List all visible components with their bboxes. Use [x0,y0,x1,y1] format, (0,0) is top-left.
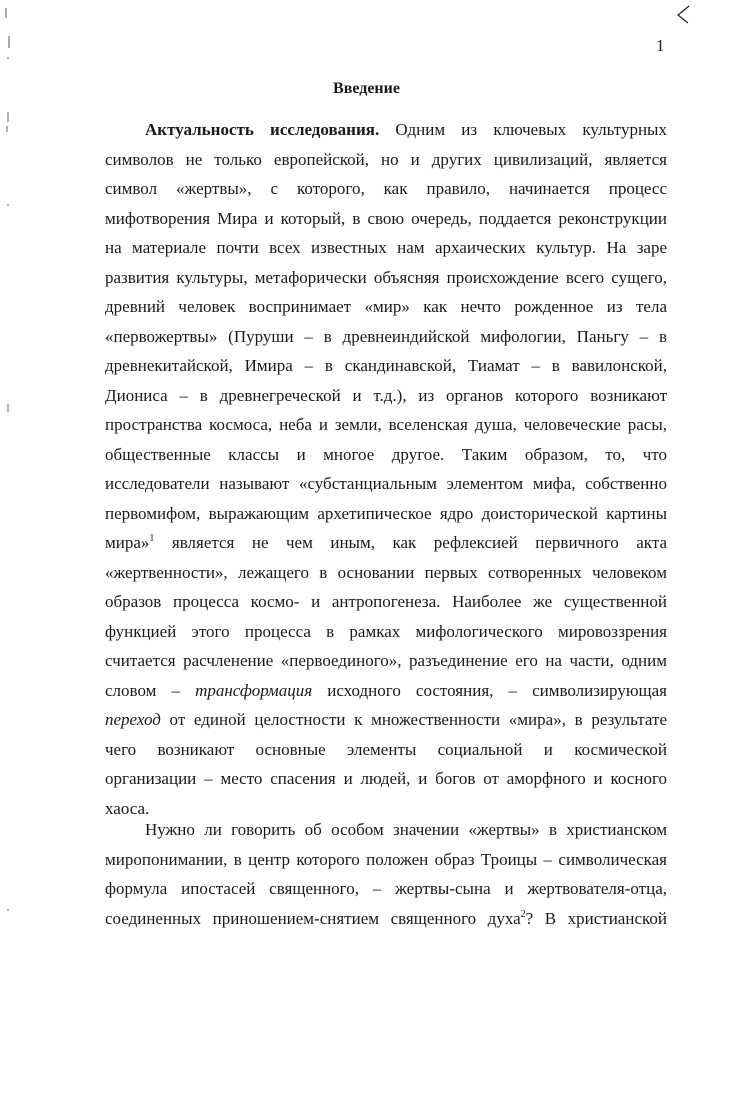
text-line: символ «жертвы», с которого, как правило, начинается процесс [105,179,667,198]
page-number: 1 [656,36,665,55]
text-line: развития культуры, метафорически объясняя происхождение всего сущего, [105,267,667,287]
text-line: мифотворения Мира и который, в свою очередь, поддается реконструкции [105,208,667,228]
footnote-ref-2: 2 [520,908,526,920]
text-line: образов процесса космо- и антропогенеза. Наиболее же существенной [105,592,667,611]
page-title: Введение [333,80,400,97]
relevance-lead: Актуальность исследования. [145,120,380,139]
text-line: исследователи называют «субстанциальным элементом мифа, собственно [105,474,667,493]
text-line: миропонимании, в центр которого положен образ Троицы – символическая [105,849,667,869]
text-line: чего возникают основные элементы социальной и космической [105,739,667,759]
text-line: формула ипостасей священного, – жертвы-сына и жертвователя-отца, [105,879,667,898]
text-line: «жертвенности», лежащего в основании первых сотворенных человеком [105,562,667,582]
text-line: первомифом, выражающим архетипическое ядро доисторической картины [105,503,667,523]
emphasis-transformation: трансформация [195,680,313,700]
text-line: считается расчленение «первоединого», разъединение его на части, одним [105,651,667,670]
text-line: переход от единой целостности к множественности «мира», в результате [105,710,667,729]
text-line: организации – место спасения и людей, и богов от аморфного и косного [105,769,667,788]
paragraph-christian [105,815,667,933]
text-line: Актуальность исследования. Одним из ключевых культурных [145,120,667,139]
scan-margin-specks [0,0,20,1100]
text-line: Нужно ли говорить об особом значении «жертвы» в христианском [145,820,667,839]
text-line: словом – трансформация исходного состояния, – символизирующая [105,680,667,700]
text-line: соединенных приношением-снятием священного духа$^2$? В христианской [105,908,667,928]
emphasis-transition: переход [105,710,161,729]
footnote-ref-1: 1 [149,533,155,544]
text-line: мира»$^1$ является не чем иным, как рефлексией первичного акта [105,533,667,552]
pen-mark-icon [674,4,692,24]
text-line: пространства космоса, неба и земли, вселенская душа, человеческие расы, [105,415,667,434]
text-line: общественные классы и многое другое. Таким образом, то, что [105,444,667,464]
text-line: древнекитайской, Имира – в скандинавской, Тиамат – в вавилонской, [105,356,667,375]
text-line: функцией этого процесса в рамках мифологического мировоззрения [105,621,667,641]
text-line: древний человек воспринимает «мир» как нечто рожденное из тела [105,297,667,316]
text-line: «первожертвы» (Пуруши – в древнеиндийской мифологии, Паньгу – в [105,326,667,346]
text-line: символов не только европейской, но и других цивилизаций, является [105,149,667,169]
text-line: Диониса – в древнегреческой и т.д.), из органов которого возникают [105,385,667,405]
text-line: на материале почти всех известных нам архаических культур. На заре [105,238,667,257]
text-line: хаоса. [105,798,150,818]
paragraph-relevance [105,115,667,823]
